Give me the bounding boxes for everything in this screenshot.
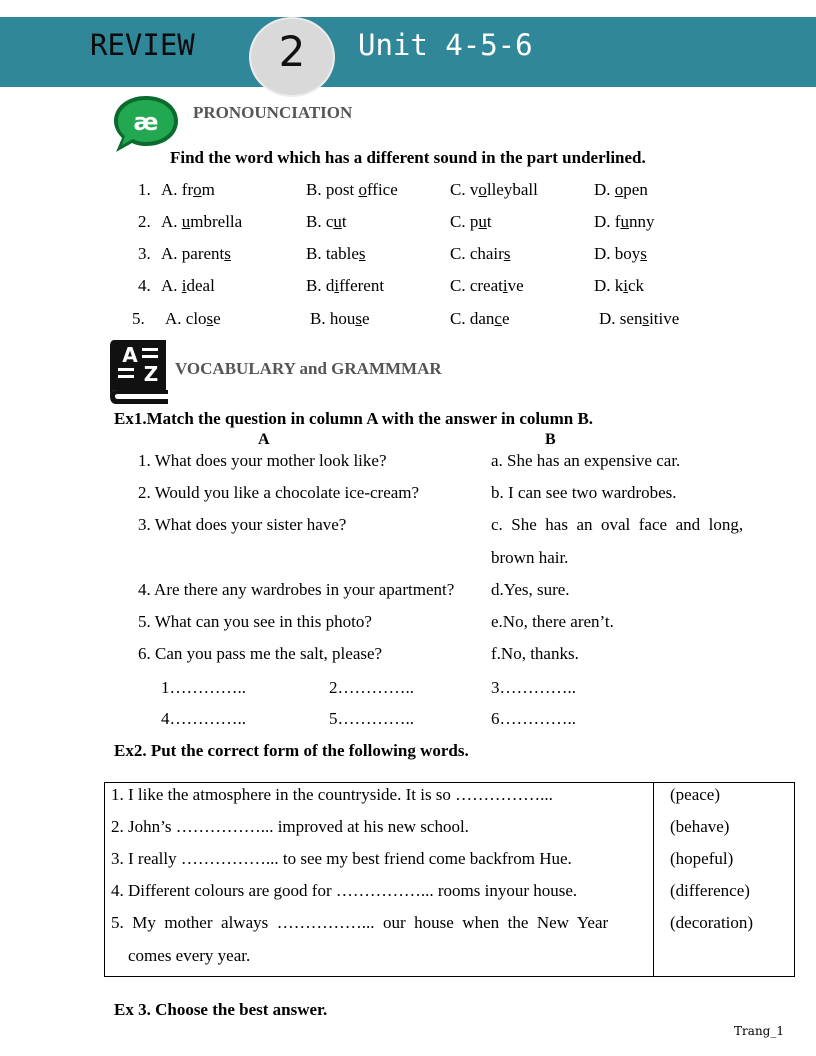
answer-blank[interactable]: 1………….. (161, 678, 246, 697)
ex2-sentence-continuation: comes every year. (128, 946, 251, 965)
ex2-word: (decoration) (670, 913, 754, 932)
review-number-badge (249, 17, 335, 97)
ex1-question: 4. Are there any wardrobes in your apartment? (138, 580, 455, 599)
pron-option-a: A. close (165, 309, 221, 328)
review-number: 2 (278, 27, 306, 76)
pron-option-d: D. open (594, 180, 648, 199)
pron-option-b: B. tables (306, 244, 366, 263)
pron-row-number: 2. (138, 212, 151, 231)
answer-blank[interactable]: 4………….. (161, 709, 246, 728)
pron-option-d: D. boys (594, 244, 647, 263)
pron-option-a: A. umbrella (161, 212, 243, 231)
vocabulary-title: VOCABULARY and GRAMMMAR (175, 359, 442, 378)
pron-option-b: B. post office (306, 180, 398, 199)
pron-option-a: A. ideal (161, 276, 215, 295)
ex1-question: 2. Would you like a chocolate ice-cream? (138, 483, 420, 502)
svg-text:æ: æ (133, 108, 159, 136)
pron-option-d: D. sensitive (599, 309, 680, 328)
pronunciation-instruction: Find the word which has a different sound in the part underlined. (170, 148, 646, 167)
table-divider (653, 783, 654, 976)
ex1-question: 3. What does your sister have? (138, 515, 347, 534)
ex2-sentence: 4. Different colours are good for ……………... rooms inyour house. (111, 881, 578, 900)
pron-row-number: 1. (138, 180, 151, 199)
pron-option-c: C. chairs (450, 244, 511, 263)
pron-row-number: 4. (138, 276, 151, 295)
ex2-title: Ex2. Put the correct form of the following words. (114, 741, 469, 760)
ex2-sentence: 5. My mother always ……………... our house when the New Year (111, 913, 609, 932)
answer-blank[interactable]: 3………….. (491, 678, 576, 697)
unit-label: Unit 4-5-6 (358, 28, 533, 62)
answer-blank[interactable]: 2………….. (329, 678, 414, 697)
answer-blank[interactable]: 5………….. (329, 709, 414, 728)
ex1-answer: c. She has an oval face and long, (491, 515, 744, 534)
ex1-answer-continuation: brown hair. (491, 548, 569, 567)
pronunciation-title: PRONOUNCIATION (193, 103, 353, 122)
ex1-answer: e.No, there aren’t. (491, 612, 614, 631)
vocabulary-book-icon (106, 338, 172, 406)
answer-blank[interactable]: 6………….. (491, 709, 576, 728)
svg-text:A: A (122, 343, 138, 367)
ex1-question: 5. What can you see in this photo? (138, 612, 372, 631)
ex1-question: 1. What does your mother look like? (138, 451, 387, 470)
pron-row-number: 5. (132, 309, 145, 328)
pron-option-b: B. house (310, 309, 370, 328)
ex1-column-b-header: B (545, 431, 556, 448)
pron-option-c: C. put (450, 212, 492, 231)
page-number: Trang_1 (734, 1024, 784, 1038)
ex1-answer: d.Yes, sure. (491, 580, 570, 599)
pron-option-c: C. volleyball (450, 180, 538, 199)
pron-option-a: A. parents (161, 244, 231, 263)
pron-row-number: 3. (138, 244, 151, 263)
pron-option-a: A. from (161, 180, 215, 199)
ex2-word: (difference) (670, 881, 750, 900)
review-label: REVIEW (90, 28, 195, 62)
pron-option-b: B. different (306, 276, 385, 295)
ex1-answer: b. I can see two wardrobes. (491, 483, 677, 502)
ex2-word: (hopeful) (670, 849, 734, 868)
ex1-answer: a. She has an expensive car. (491, 451, 681, 470)
ex2-word: (peace) (670, 785, 721, 804)
ex2-sentence: 1. I like the atmosphere in the countryside. It is so ……………... (111, 785, 553, 804)
ex2-sentence: 2. John’s ……………... improved at his new school. (111, 817, 469, 836)
ex2-word: (behave) (670, 817, 730, 836)
ex2-sentence: 3. I really ……………... to see my best friend come backfrom Hue. (111, 849, 572, 868)
ex3-title: Ex 3. Choose the best answer. (114, 1000, 328, 1019)
ex1-title: Ex1.Match the question in column A with the answer in column B. (114, 409, 594, 428)
pron-option-c: C. dance (450, 309, 510, 328)
pron-option-d: D. funny (594, 212, 655, 231)
pronunciation-speech-bubble-icon (110, 92, 182, 154)
svg-text:Z: Z (143, 362, 159, 386)
ex1-question: 6. Can you pass me the salt, please? (138, 644, 383, 663)
ex1-answer: f.No, thanks. (491, 644, 579, 663)
pron-option-d: D. kick (594, 276, 645, 295)
ex1-column-a-header: A (258, 431, 270, 448)
pron-option-c: C. creative (450, 276, 524, 295)
pron-option-b: B. cut (306, 212, 347, 231)
